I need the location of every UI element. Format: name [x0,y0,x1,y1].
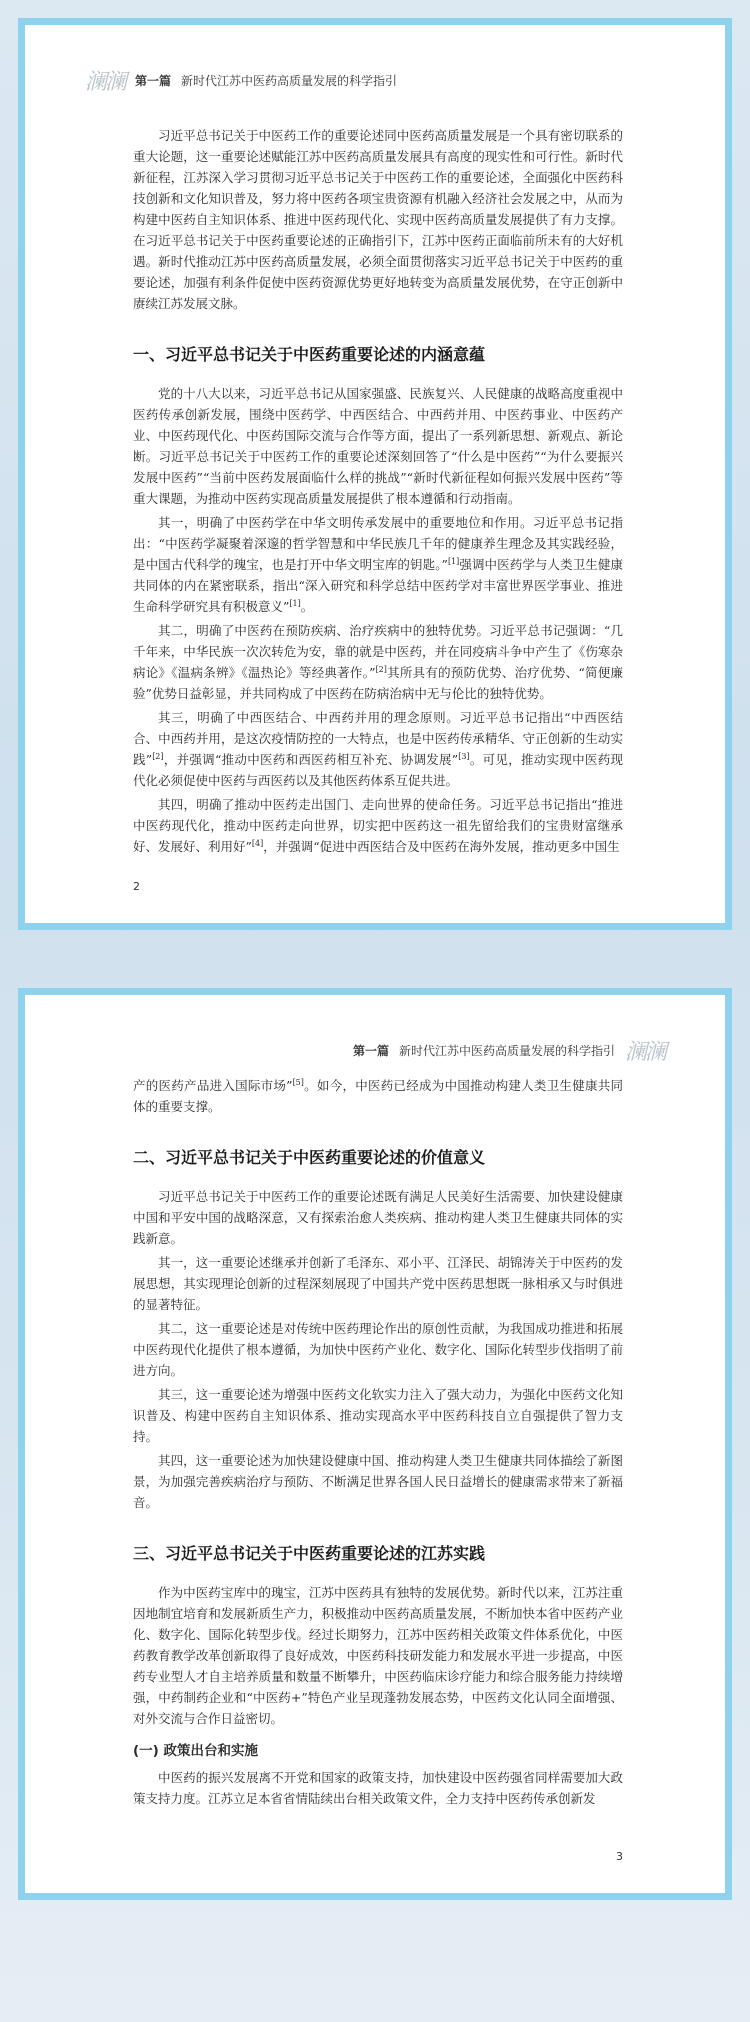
paragraph-text: 其三，明确了中西医结合、中西药并用的理念原则。习近平总书记指出“中西医结合、中西药并用，是这次疫情防控的一大特点，也是中医药传承精华、守正创新的生动实践” [133,710,623,767]
section-1-paragraph [133,794,623,857]
section-1-paragraph [133,620,623,704]
page-3-body [133,1075,623,1812]
running-header [353,1035,665,1066]
citation-mark: [2] [375,664,387,674]
subsection-heading: (一) 政策出台和实施 [133,1743,259,1759]
section-2-paragraph: 其二，这一重要论述是对传统中医药理论作出的原创性贡献，为我国成功推进和拓展中医药现代化提供了根本遵循，为加快中医药产业化、数字化、国际化转型步伐指明了前进方向。 [133,1321,623,1378]
paragraph-text: 其二，明确了中医药在预防疾病、治疗疾病中的独特优势。习近平总书记强调：“几千年来，中华民族一次次转危为安，靠的就是中医药，并在同疫病斗争中产生了《伤寒杂病论》《温病条辨》《温热论》等经典著作。” [133,623,623,680]
section-1-heading: 一、习近平总书记关于中医药重要论述的内涵意蕴 [133,345,486,364]
citation-mark: [5] [292,1077,304,1087]
section-2-paragraph: 习近平总书记关于中医药工作的重要论述既有满足人民美好生活需要、加快建设健康中国和平安中国的战略深意，又有探索治愈人类疾病、推动构建人类卫生健康共同体的实践新意。 [133,1189,623,1246]
paragraph-text: 党的十八大以来，习近平总书记从国家强盛、民族复兴、人民健康的战略高度重视中医药传承创新发展，围绕中医药学、中西医结合、中西药并用、中医药事业、中医药产业、中医药现代化、中医药国际交流与合作等方面，提出了一系列新思想、新观点、新论断。习近平总书记关于中医药工作的重要论述深刻回答了“什么是中医药”“为什么要振兴发展中医药”“当前中医药发展面临什么样的挑战”“新时代新征程如何振兴发展中医药”等重大课题，为推动中医药实现高质量发展提供了根本遵循和行动指南。 [133,386,623,506]
running-header [85,65,397,96]
header-part-label: 第一篇 [135,74,172,88]
book-logo: 澜澜 [624,1040,665,1065]
citation-mark: [2] [152,751,164,761]
citation-mark: [3] [458,751,470,761]
citation-mark: [1] [447,556,460,566]
section-2-paragraph: 其一，这一重要论述继承并创新了毛泽东、邓小平、江泽民、胡锦涛关于中医药的发展思想，其实现理论创新的过程深刻展现了中国共产党中医药思想既一脉相承又与时俱进的显著特征。 [133,1255,623,1312]
header-part-label: 第一篇 [352,1044,389,1058]
paragraph-text: 产的医药产品进入国际市场” [133,1078,293,1093]
page-number: 3 [616,1850,623,1863]
paragraph-text: ，并强调“推动中医药和西医药相互补充、协调发展” [163,752,459,767]
section-3-heading: 三、习近平总书记关于中医药重要论述的江苏实践 [133,1544,486,1563]
section-3-paragraph: 作为中医药宝库中的瑰宝，江苏中医药具有独特的发展优势。新时代以来，江苏注重因地制宜培育和发展新质生产力，积极推动中医药高质量发展，不断加快本省中医药产业化、数字化、国际化转型步伐。经过长期努力，江苏中医药相关政策文件体系优化，中医药教育教学改革创新取得了良好成效，中医药科技研发能力和发展水平进一步提高，中医药专业型人才自主培养质量和数量不断攀升，中医药临床诊疗能力和综合服务能力持续增强，中药制药企业和“中医药+”特色产业呈现蓬勃发展态势，中医药文化认同全面增强、对外交流与合作日益密切。 [133,1585,623,1726]
header-part-title: 新时代江苏中医药高质量发展的科学指引 [181,74,398,88]
paragraph-text: 其四，明确了推动中医药走出国门、走向世界的使命任务。习近平总书记指出“推进中医药现代化，推动中医药走向世界，切实把中医药这一祖先留给我们的宝贵财富继承好、发展好、利用好” [133,797,623,854]
citation-mark: [1] [289,598,301,608]
paragraph-text: 其一，明确了中医药学在中华文明传承发展中的重要地位和作用。习近平总书记指出：“中医药学凝聚着深邃的哲学智慧和中华民族几千年的健康养生理念及其实践经验，是中国古代科学的瑰宝，也是打开中华文明宝库的钥匙。” [133,515,623,572]
page-3-frame [18,988,732,1900]
section-2-heading: 二、习近平总书记关于中医药重要论述的价值意义 [133,1148,486,1167]
paragraph-text: ，并强调“促进中西医结合及中医药在海外发展，推动更多中国生 [263,839,620,854]
paragraph-text: 。 [300,599,314,614]
header-part-title: 新时代江苏中医药高质量发展的科学指引 [398,1044,615,1058]
section-1-paragraph [133,707,623,791]
book-logo: 澜澜 [85,70,126,95]
paragraph-text: 。可见，推动实现中医药现代化必须促使中医药与西医药以及其他医药体系互促共进。 [133,752,623,788]
section-2-paragraph: 其四，这一重要论述为加快建设健康中国、推动构建人类卫生健康共同体描绘了新图景，为加强完善疾病治疗与预防、不断满足世界各国人民日益增长的健康需求带来了新福音。 [133,1453,623,1510]
intro-paragraph: 习近平总书记关于中医药工作的重要论述同中医药高质量发展是一个具有密切联系的重大论题，这一重要论述赋能江苏中医药高质量发展具有高度的现实性和可行性。新时代新征程，江苏深入学习贯彻习近平总书记关于中医药工作的重要论述，全面强化中医药科技创新和文化知识普及，努力将中医药各项宝贵资源有机融入经济社会发展之中，从而为构建中医药自主知识体系、推进中医药现代化、实现中医药高质量发展提供了有力支撑。在习近平总书记关于中医药重要论述的正确指引下，江苏中医药正面临前所未有的大好机遇。新时代推动江苏中医药高质量发展，必须全面贯彻落实习近平总书记关于中医药的重要论述，加强有利条件促使中医药资源优势更好地转变为高质量发展优势，在守正创新中赓续江苏发展文脉。 [133,128,623,311]
citation-mark: [4] [251,838,264,848]
continued-paragraph [133,1075,623,1117]
section-2-paragraph: 其三，这一重要论述为增强中医药文化软实力注入了强大动力，为强化中医药文化知识普及、构建中医药自主知识体系、推动实现高水平中医药科技自立自强提供了智力支持。 [133,1387,623,1444]
page-number: 2 [133,880,140,893]
paragraph-text: 其所具有的预防优势、治疗优势、“简便廉验”优势日益彰显，并共同构成了中医药在防病治病中无与伦比的独特优势。 [133,665,623,701]
subsection-paragraph: 中医药的振兴发展离不开党和国家的政策支持，加快建设中医药强省同样需要加大政策支持力度。江苏立足本省省情陆续出台相关政策文件，全力支持中医药传承创新发 [133,1770,623,1806]
page-2-body [133,125,623,860]
section-1-paragraph [133,512,623,617]
section-1-paragraph [133,383,623,509]
paragraph-text: 强调中医药学与人类卫生健康共同体的内在紧密联系，指出“深入研究和科学总结中医药学对丰富世界医学事业、推进生命科学研究具有积极意义” [133,557,623,614]
page-2-frame [18,18,732,930]
paragraph-text: 。如今，中医药已经成为中国推动构建人类卫生健康共同体的重要支撑。 [133,1078,623,1114]
